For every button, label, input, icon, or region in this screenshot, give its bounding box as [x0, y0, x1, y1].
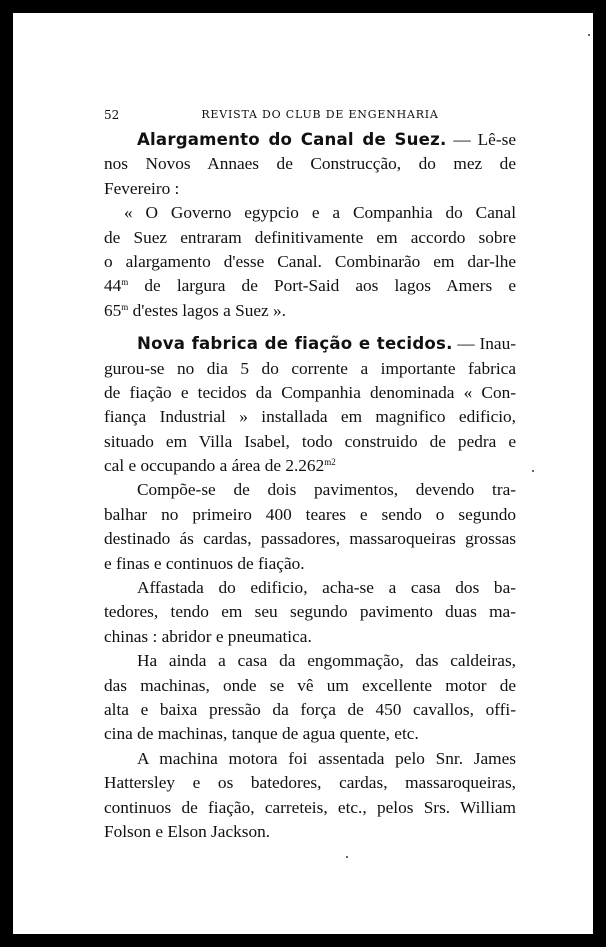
article-lead-text: — Inau-	[457, 334, 516, 354]
text-line: e finas e continuos de fiação.	[104, 553, 305, 573]
text-line: Fevereiro :	[104, 178, 180, 198]
article-heading-line	[104, 332, 516, 356]
unit-superscript: m	[121, 277, 129, 288]
text-line: tedores, tendo em seu segundo pavimento duas ma-	[104, 602, 516, 622]
text-line: Compõe-se de dois pavimentos, devendo tra-	[137, 480, 516, 500]
page-speck	[346, 856, 348, 858]
text-line: destinado ás cardas, passadores, massaroqueiras grossas	[104, 529, 516, 549]
text-line: chinas : abridor e pneumatica.	[104, 626, 312, 646]
article-lead-text: — Lê-se	[453, 130, 516, 149]
text-line: das machinas, onde se vê um excellente motor de	[104, 675, 516, 695]
text-line: Folson e Elson Jackson.	[104, 821, 271, 841]
text-line: Hattersley e os batedores, cardas, massaroqueiras,	[104, 773, 516, 793]
quote-line: o alargamento d'esse Canal. Combinarão em dar-lhe	[104, 251, 516, 271]
article-heading-line	[104, 128, 516, 152]
document-page	[104, 108, 516, 844]
text-line: fiança Industrial » installada em magnifico edificio,	[104, 407, 516, 427]
running-title: REVISTA DO CLUB DE ENGENHARIA	[201, 108, 439, 121]
quote-line	[104, 274, 516, 298]
page-speck	[532, 470, 534, 472]
text-line: situado em Villa Isabel, todo construido de pedra e	[104, 431, 516, 451]
article-fabrica	[104, 332, 516, 844]
width-value: 65	[104, 300, 122, 320]
text-line: nos Novos Annaes de Construcção, do mez de	[104, 154, 516, 174]
quote-line: de Suez entraram definitivamente em accordo sobre	[104, 227, 516, 247]
page-number: 52	[104, 108, 120, 122]
area-text: cal e occupando a área de 2.262	[104, 456, 325, 476]
quote-line: « O Governo egypcio e a Companhia do Canal	[124, 203, 516, 223]
quote-text: de largura de Port-Said aos lagos Amers e	[144, 276, 516, 296]
running-header	[104, 108, 516, 128]
article-suez-canal	[104, 128, 516, 323]
page-speck	[588, 34, 590, 36]
article-title: Nova fabrica de fiação e tecidos.	[137, 334, 453, 354]
text-line: A machina motora foi assentada pelo Snr. James	[137, 748, 516, 768]
unit-superscript: m2	[324, 457, 336, 468]
unit-superscript: m	[121, 301, 129, 312]
quote-line	[104, 299, 516, 323]
quote-text: d'estes lagos a Suez ».	[132, 300, 286, 320]
text-line	[104, 454, 516, 478]
text-line: de fiação e tecidos da Companhia denominada « Con-	[104, 382, 516, 402]
text-line: gurou-se no dia 5 do corrente a importante fabrica	[104, 358, 516, 378]
text-line: balhar no primeiro 400 teares e sendo o segundo	[104, 504, 516, 524]
text-line: cina de machinas, tanque de agua quente, etc.	[104, 724, 419, 744]
article-title: Alargamento do Canal de Suez.	[137, 130, 447, 149]
text-line: alta e baixa pressão da força de 450 cavallos, offi-	[104, 699, 516, 719]
text-line: continuos de fiação, carreteis, etc., pelos Srs. William	[104, 797, 516, 817]
text-line: Ha ainda a casa da engommação, das caldeiras,	[137, 651, 516, 671]
width-value: 44	[104, 276, 122, 296]
text-line: Affastada do edificio, acha-se a casa dos ba-	[137, 578, 516, 598]
